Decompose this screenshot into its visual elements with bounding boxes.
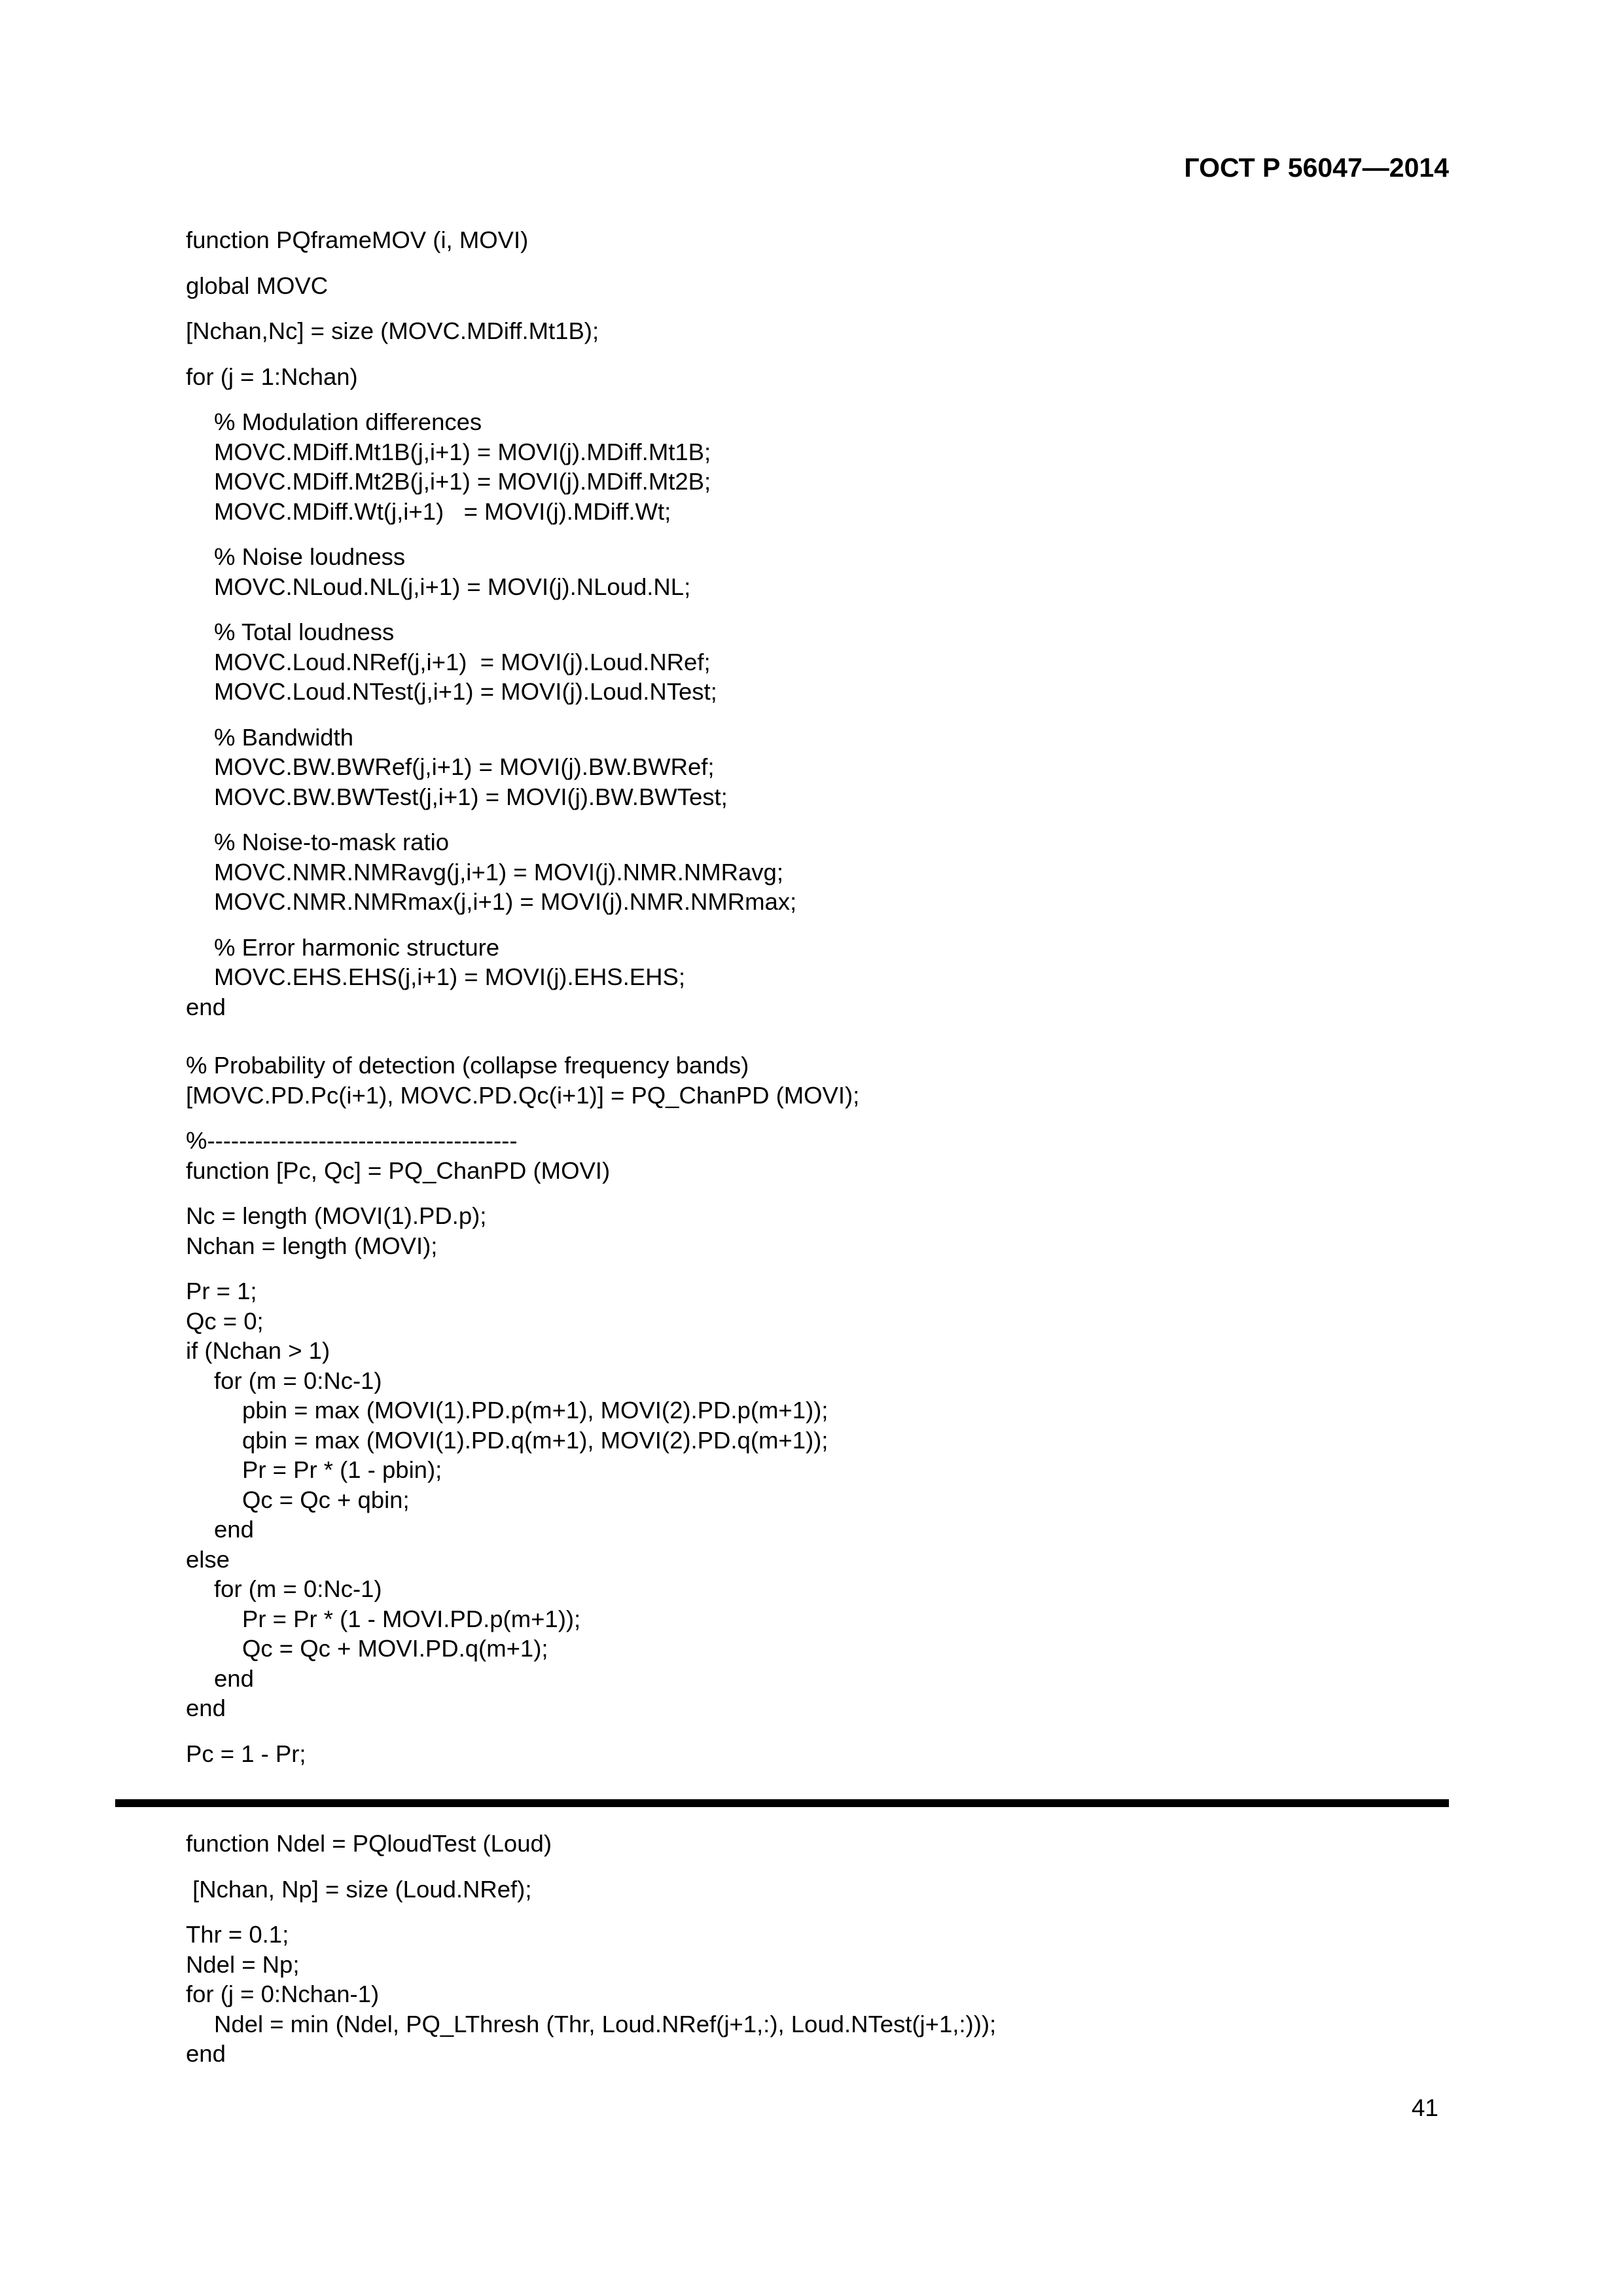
code-line: MOVC.Loud.NTest(j,i+1) = MOVI(j).Loud.NTest;: [214, 678, 717, 705]
code-line: end: [186, 2040, 226, 2067]
code-line: % Probability of detection (collapse frequency bands): [186, 1052, 749, 1079]
code-block-pqframemov: [186, 225, 859, 1768]
code-line: MOVC.MDiff.Mt1B(j,i+1) = MOVI(j).MDiff.Mt1B;: [214, 438, 711, 465]
code-line: function PQframeMOV (i, MOVI): [186, 226, 529, 253]
code-line: MOVC.BW.BWRef(j,i+1) = MOVI(j).BW.BWRef;: [214, 753, 715, 780]
code-line: [Nchan,Nc] = size (MOVC.MDiff.Mt1B);: [186, 317, 599, 344]
code-line: % Noise-to-mask ratio: [214, 829, 450, 855]
code-line: MOVC.BW.BWTest(j,i+1) = MOVI(j).BW.BWTest;: [214, 783, 728, 810]
code-line: function Ndel = PQloudTest (Loud): [186, 1830, 552, 1857]
code-line: if (Nchan > 1): [186, 1337, 330, 1364]
code-line: qbin = max (MOVI(1).PD.q(m+1), MOVI(2).PD.q(m+1));: [242, 1426, 829, 1454]
code-line: MOVC.MDiff.Mt2B(j,i+1) = MOVI(j).MDiff.Mt2B;: [214, 468, 711, 495]
code-line: [Nchan, Np] = size (Loud.NRef);: [186, 1875, 532, 1903]
code-line: end: [186, 1695, 226, 1721]
code-line: pbin = max (MOVI(1).PD.p(m+1), MOVI(2).PD.p(m+1));: [242, 1397, 829, 1424]
code-line: global MOVC: [186, 272, 329, 299]
code-line: function [Pc, Qc] = PQ_ChanPD (MOVI): [186, 1157, 611, 1184]
code-line: for (m = 0:Nc-1): [214, 1575, 382, 1602]
code-line: MOVC.NMR.NMRmax(j,i+1) = MOVI(j).NMR.NMRmax;: [214, 888, 797, 915]
code-line: end: [214, 1664, 254, 1692]
code-line: % Modulation differences: [214, 408, 482, 435]
code-line: Pr = Pr * (1 - MOVI.PD.p(m+1));: [242, 1605, 581, 1632]
section-divider-rule: [115, 1799, 1449, 1807]
code-line: Pr = Pr * (1 - pbin);: [242, 1456, 442, 1483]
code-line: for (j = 1:Nchan): [186, 363, 358, 390]
code-line: % Noise loudness: [214, 543, 406, 570]
code-line: Pr = 1;: [186, 1278, 257, 1304]
code-line: MOVC.NMR.NMRavg(j,i+1) = MOVI(j).NMR.NMRavg;: [214, 858, 783, 886]
code-line: for (j = 0:Nchan-1): [186, 1981, 380, 2007]
page-header-standard-id: ГОСТ Р 56047—2014: [1184, 152, 1449, 183]
code-line: Qc = 0;: [186, 1307, 264, 1335]
code-line: MOVC.NLoud.NL(j,i+1) = MOVI(j).NLoud.NL;: [214, 573, 691, 600]
code-line: Qc = Qc + qbin;: [242, 1486, 410, 1513]
code-line: % Bandwidth: [214, 723, 354, 751]
code-line: Pc = 1 - Pr;: [186, 1740, 306, 1767]
code-line: % Error harmonic structure: [214, 933, 500, 961]
code-line: Qc = Qc + MOVI.PD.q(m+1);: [242, 1635, 548, 1662]
code-line: %---------------------------------------: [186, 1127, 518, 1154]
code-line: MOVC.Loud.NRef(j,i+1) = MOVI(j).Loud.NRef;: [214, 648, 711, 675]
code-block-pqloudtest: [186, 1829, 996, 2069]
code-line: Nc = length (MOVI(1).PD.p);: [186, 1202, 487, 1229]
code-line: for (m = 0:Nc-1): [214, 1367, 382, 1394]
code-line: else: [186, 1545, 230, 1573]
code-line: Ndel = min (Ndel, PQ_LThresh (Thr, Loud.NRef(j+1,:), Loud.NTest(j+1,:)));: [214, 2010, 997, 2037]
code-line: end: [214, 1516, 254, 1543]
code-line: % Total loudness: [214, 619, 395, 645]
code-line: [MOVC.PD.Pc(i+1), MOVC.PD.Qc(i+1)] = PQ_ChanPD (MOVI);: [186, 1081, 860, 1109]
code-line: Nchan = length (MOVI);: [186, 1232, 438, 1259]
code-line: Ndel = Np;: [186, 1950, 300, 1978]
code-line: MOVC.MDiff.Wt(j,i+1) = MOVI(j).MDiff.Wt;: [214, 497, 671, 525]
page-number: 41: [1411, 2094, 1438, 2121]
code-line: end: [186, 993, 226, 1020]
code-line: MOVC.EHS.EHS(j,i+1) = MOVI(j).EHS.EHS;: [214, 963, 685, 990]
code-line: Thr = 0.1;: [186, 1921, 289, 1948]
